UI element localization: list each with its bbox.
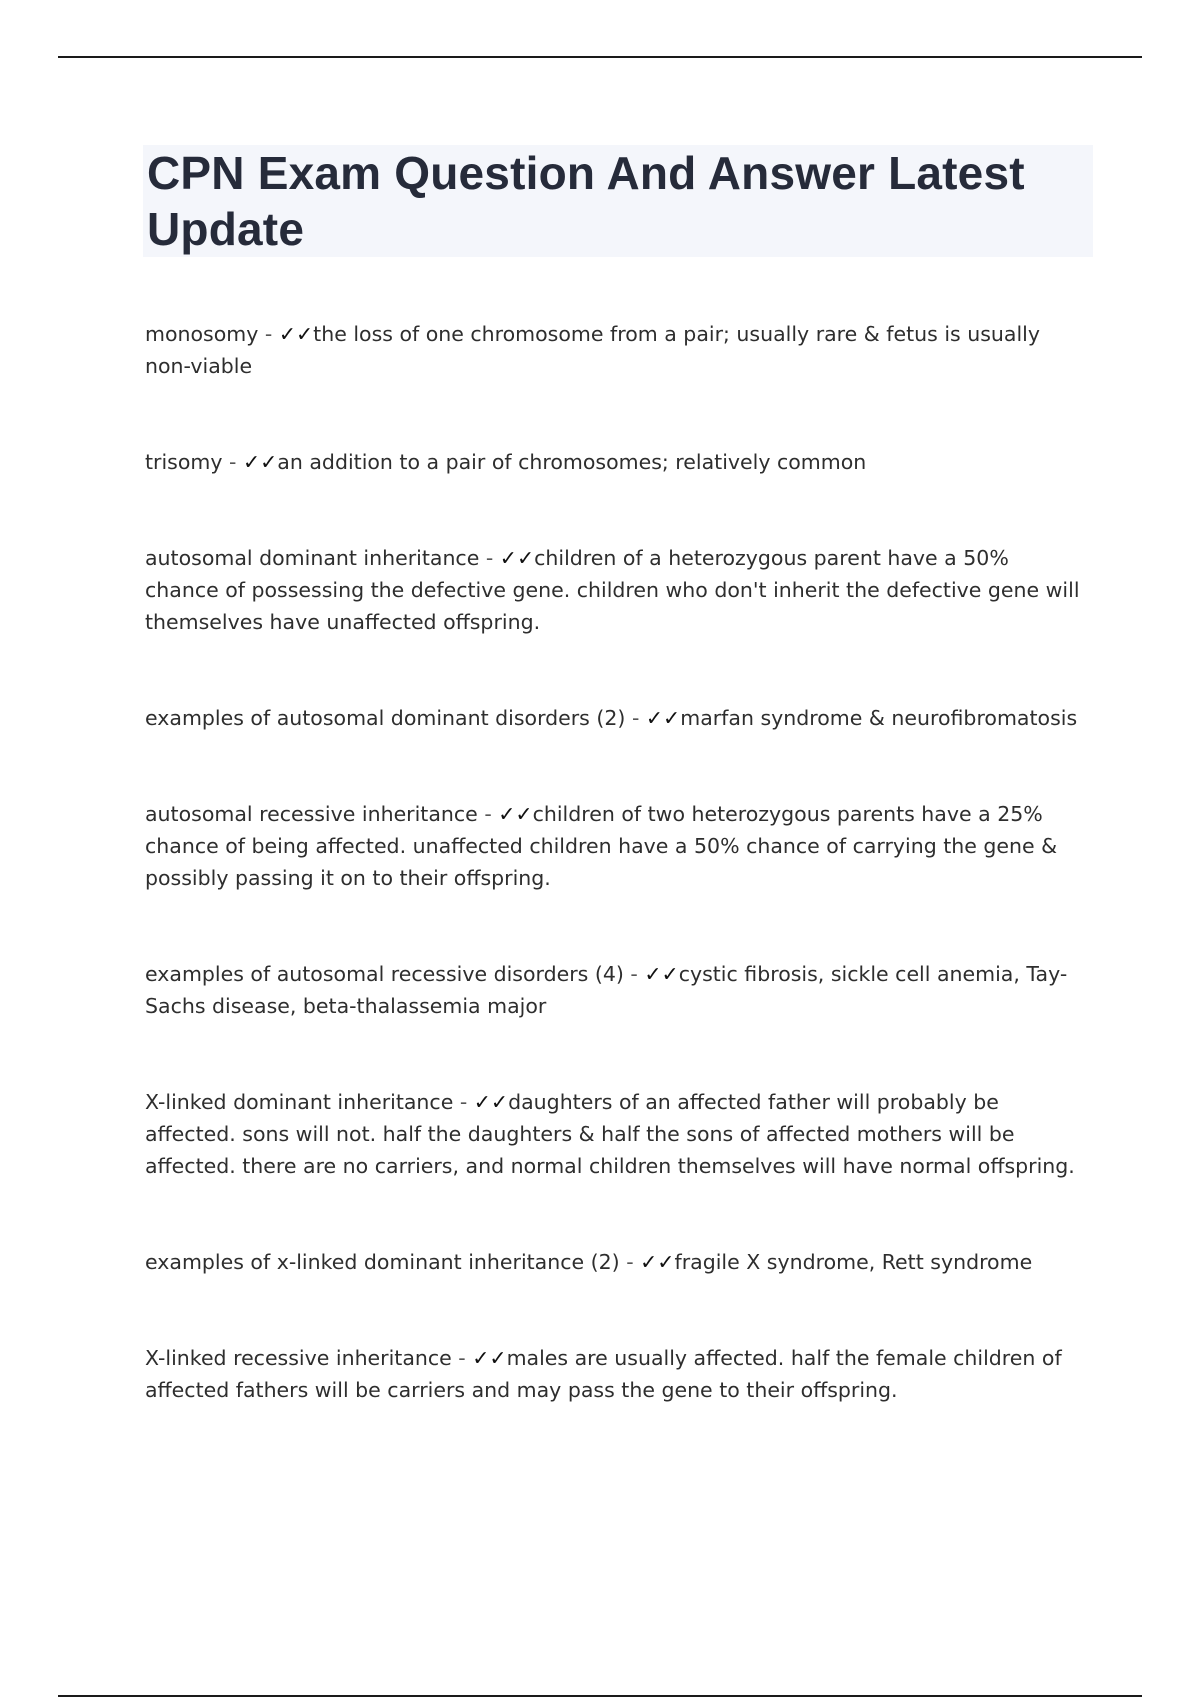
double-check-icon: ✓✓: [498, 802, 533, 826]
entry-separator: -: [477, 802, 499, 826]
entry-definition: children of two heterozygous parents have a 25% chance of being affected. unaffected children have a 50% chance of carrying the gene & possibly passing it on to their offspring.: [145, 802, 1058, 890]
double-check-icon: ✓✓: [499, 546, 535, 570]
double-check-icon: ✓✓: [473, 1090, 509, 1114]
flashcard-entry: [145, 542, 1085, 638]
entry-separator: -: [258, 322, 279, 346]
entry-separator: -: [619, 1250, 641, 1274]
entry-separator: -: [623, 962, 645, 986]
flashcard-entry: [145, 318, 1085, 382]
flashcard-entry: [145, 446, 1085, 478]
document-title: CPN Exam Question And Answer Latest Update: [147, 147, 1025, 255]
bottom-divider: [58, 1695, 1142, 1697]
double-check-icon: ✓✓: [472, 1346, 507, 1370]
double-check-icon: ✓✓: [640, 1250, 675, 1274]
entry-definition: the loss of one chromosome from a pair; usually rare & fetus is usually non-viable: [145, 322, 1040, 378]
flashcard-entry: [145, 1342, 1085, 1406]
entry-term: examples of autosomal recessive disorders (4): [145, 962, 624, 986]
double-check-icon: ✓✓: [644, 962, 679, 986]
entry-definition: cystic fibrosis, sickle cell anemia, Tay-Sachs disease, beta-thalassemia major: [145, 962, 1068, 1018]
flashcard-entry: [145, 798, 1085, 894]
entry-term: autosomal dominant inheritance: [145, 546, 480, 570]
entry-definition: fragile X syndrome, Rett syndrome: [674, 1250, 1033, 1274]
double-check-icon: ✓✓: [645, 706, 681, 730]
flashcard-entry: [145, 1086, 1085, 1182]
entry-term: autosomal recessive inheritance: [145, 802, 478, 826]
entry-term: X-linked recessive inheritance: [145, 1346, 452, 1370]
entry-definition: children of a heterozygous parent have a 50% chance of possessing the defective gene. children who don't inherit the defective gene will themselves have unaffected offspring.: [145, 546, 1080, 634]
entry-definition: an addition to a pair of chromosomes; relatively common: [277, 450, 867, 474]
entry-definition: marfan syndrome & neurofibromatosis: [680, 706, 1078, 730]
flashcard-entry: [145, 1246, 1085, 1278]
entry-definition: daughters of an affected father will probably be affected. sons will not. half the daughters & half the sons of affected mothers will be affected. there are no carriers, and normal children themselves will have normal offspring.: [145, 1090, 1075, 1178]
flashcard-entry: [145, 958, 1085, 1022]
entry-separator: -: [222, 450, 243, 474]
entry-separator: -: [451, 1346, 473, 1370]
entry-term: monosomy: [145, 322, 259, 346]
top-divider: [58, 56, 1142, 58]
entry-term: trisomy: [145, 450, 223, 474]
entry-term: examples of autosomal dominant disorders (2): [145, 706, 626, 730]
title-banner: [143, 145, 1093, 257]
entry-term: X-linked dominant inheritance: [145, 1090, 454, 1114]
entry-separator: -: [625, 706, 646, 730]
entry-separator: -: [453, 1090, 474, 1114]
double-check-icon: ✓✓: [242, 450, 278, 474]
entry-term: examples of x-linked dominant inheritance (2): [145, 1250, 620, 1274]
flashcard-entry: [145, 702, 1085, 734]
entry-separator: -: [479, 546, 500, 570]
entry-definition: males are usually affected. half the female children of affected fathers will be carriers and may pass the gene to their offspring.: [145, 1346, 1062, 1402]
double-check-icon: ✓✓: [278, 322, 314, 346]
flashcard-list: [145, 318, 1085, 1406]
